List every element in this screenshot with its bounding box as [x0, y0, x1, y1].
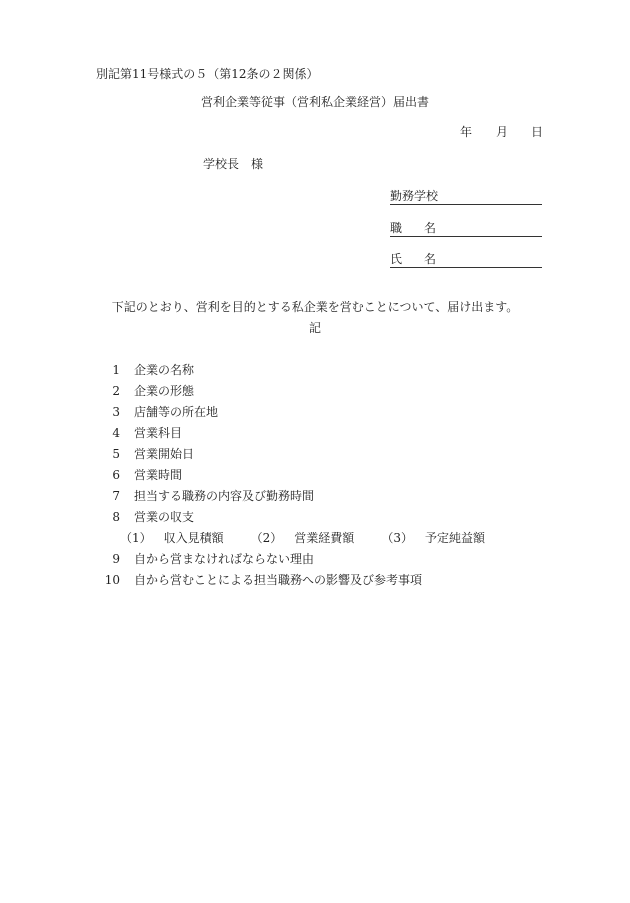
sub-item-number: （2）: [250, 531, 283, 545]
name-field-label-2: 名: [424, 252, 437, 266]
list-item-number: 4: [112, 426, 120, 440]
list-item-number: 10: [104, 573, 120, 587]
list-item: [0, 488, 630, 504]
list-item-text: 企業の名称: [134, 363, 195, 377]
list-item-number: 7: [112, 489, 120, 503]
list-item: [0, 467, 630, 483]
list-item-text: 店舗等の所在地: [134, 405, 219, 419]
sub-item-text: 収入見積額: [163, 531, 224, 545]
list-item-number: 3: [112, 405, 120, 419]
name-field: [390, 251, 542, 268]
sub-item-number: （1）: [120, 531, 152, 545]
position-field-label-2: 名: [424, 221, 437, 235]
list-item: [0, 425, 630, 441]
sub-item-text: 営業経費額: [294, 531, 355, 545]
list-item-number: 8: [112, 510, 120, 524]
form-reference: 別記第11号様式の５（第12条の２関係）: [96, 67, 319, 81]
name-field-label-1: 氏: [390, 252, 403, 266]
sub-item-number: （3）: [381, 531, 413, 545]
list-item-number: 6: [112, 468, 120, 482]
position-field-label-1: 職: [390, 221, 403, 235]
list-item-text: 営業開始日: [134, 447, 195, 461]
list-item: [0, 383, 630, 399]
list-item-number: 1: [112, 363, 120, 377]
date-year-label: 年: [460, 125, 473, 139]
document-title: 営利企業等従事（営利私企業経営）届出書: [200, 95, 429, 109]
list-item-text: 営業時間: [134, 468, 183, 482]
list-item-text: 担当する職務の内容及び勤務時間: [134, 489, 315, 503]
list-item-number: 5: [112, 447, 120, 461]
list-item: [0, 446, 630, 462]
list-item-number: 9: [112, 552, 120, 566]
list-item-text: 企業の形態: [134, 384, 195, 398]
list-item: [0, 509, 630, 525]
list-item-number: 2: [112, 384, 120, 398]
list-item-text: 自から営まなければならない理由: [134, 552, 315, 566]
list-item: [0, 404, 630, 420]
list-item: [0, 362, 630, 378]
list-item: [0, 572, 630, 588]
date-month-label: 月: [496, 125, 509, 139]
list-item-text: 営業の収支: [134, 510, 195, 524]
sub-item-list: [120, 530, 485, 546]
date-day-label: 日: [531, 125, 544, 139]
school-field: [390, 188, 542, 205]
list-item: [0, 551, 630, 567]
addressee: 学校長 様: [203, 157, 264, 171]
ki-label: 記: [308, 321, 321, 335]
position-field: [390, 220, 542, 237]
intro-text: 下記のとおり、営利を目的とする私企業を営むことについて、届け出ます。: [111, 300, 519, 314]
school-field-label: 勤務学校: [390, 189, 439, 203]
list-item-text: 自から営むことによる担当職務への影響及び参考事項: [134, 573, 423, 587]
list-item-text: 営業科目: [134, 426, 183, 440]
sub-item-text: 予定純益額: [424, 531, 485, 545]
